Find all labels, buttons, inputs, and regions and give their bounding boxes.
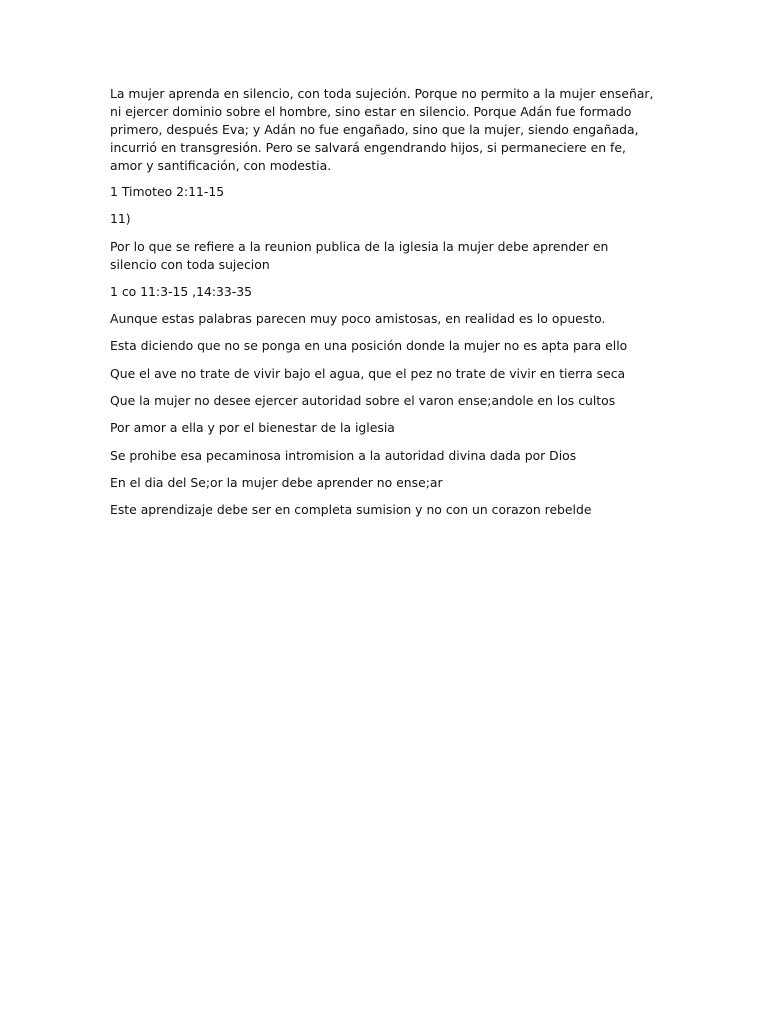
commentary-line: Que la mujer no desee ejercer autoridad sobre el varon ense;andole en los cultos xyxy=(110,393,616,409)
scripture-quote-paragraph: La mujer aprenda en silencio, con toda sujeción. Porque no permito a la mujer enseñar, ni ejercer dominio sobre el hombre, sino estar en silencio. Porque Adán fue formado primero, después Eva; y Adán no fue engañado, sino que la mujer, siendo engañada, incurrió en transgresión. Pero se salvará engendrando hijos, si permaneciere en fe, amor y santificación, con modestia. xyxy=(110,86,654,173)
commentary-line: Esta diciendo que no se ponga en una posición donde la mujer no es apta para ello xyxy=(110,338,628,354)
commentary-paragraph: Por lo que se refiere a la reunion publica de la iglesia la mujer debe aprender en silencio con toda sujecion xyxy=(110,238,609,272)
verse-number: 11) xyxy=(110,211,131,227)
commentary-line: Este aprendizaje debe ser en completa sumision y no con un corazon rebelde xyxy=(110,502,592,518)
commentary-line: Se prohibe esa pecaminosa intromision a la autoridad divina dada por Dios xyxy=(110,447,577,463)
commentary-line: En el dia del Se;or la mujer debe aprender no ense;ar xyxy=(110,474,443,490)
commentary-line: Aunque estas palabras parecen muy poco amistosas, en realidad es lo opuesto. xyxy=(110,311,606,327)
cross-reference: 1 co 11:3-15 ,14:33-35 xyxy=(110,283,253,299)
scripture-reference: 1 Timoteo 2:11-15 xyxy=(110,184,225,199)
commentary-line: Que el ave no trate de vivir bajo el agua, que el pez no trate de vivir en tierra seca xyxy=(110,365,626,381)
commentary-line: Por amor a ella y por el bienestar de la iglesia xyxy=(110,420,395,436)
document-body xyxy=(110,85,658,529)
